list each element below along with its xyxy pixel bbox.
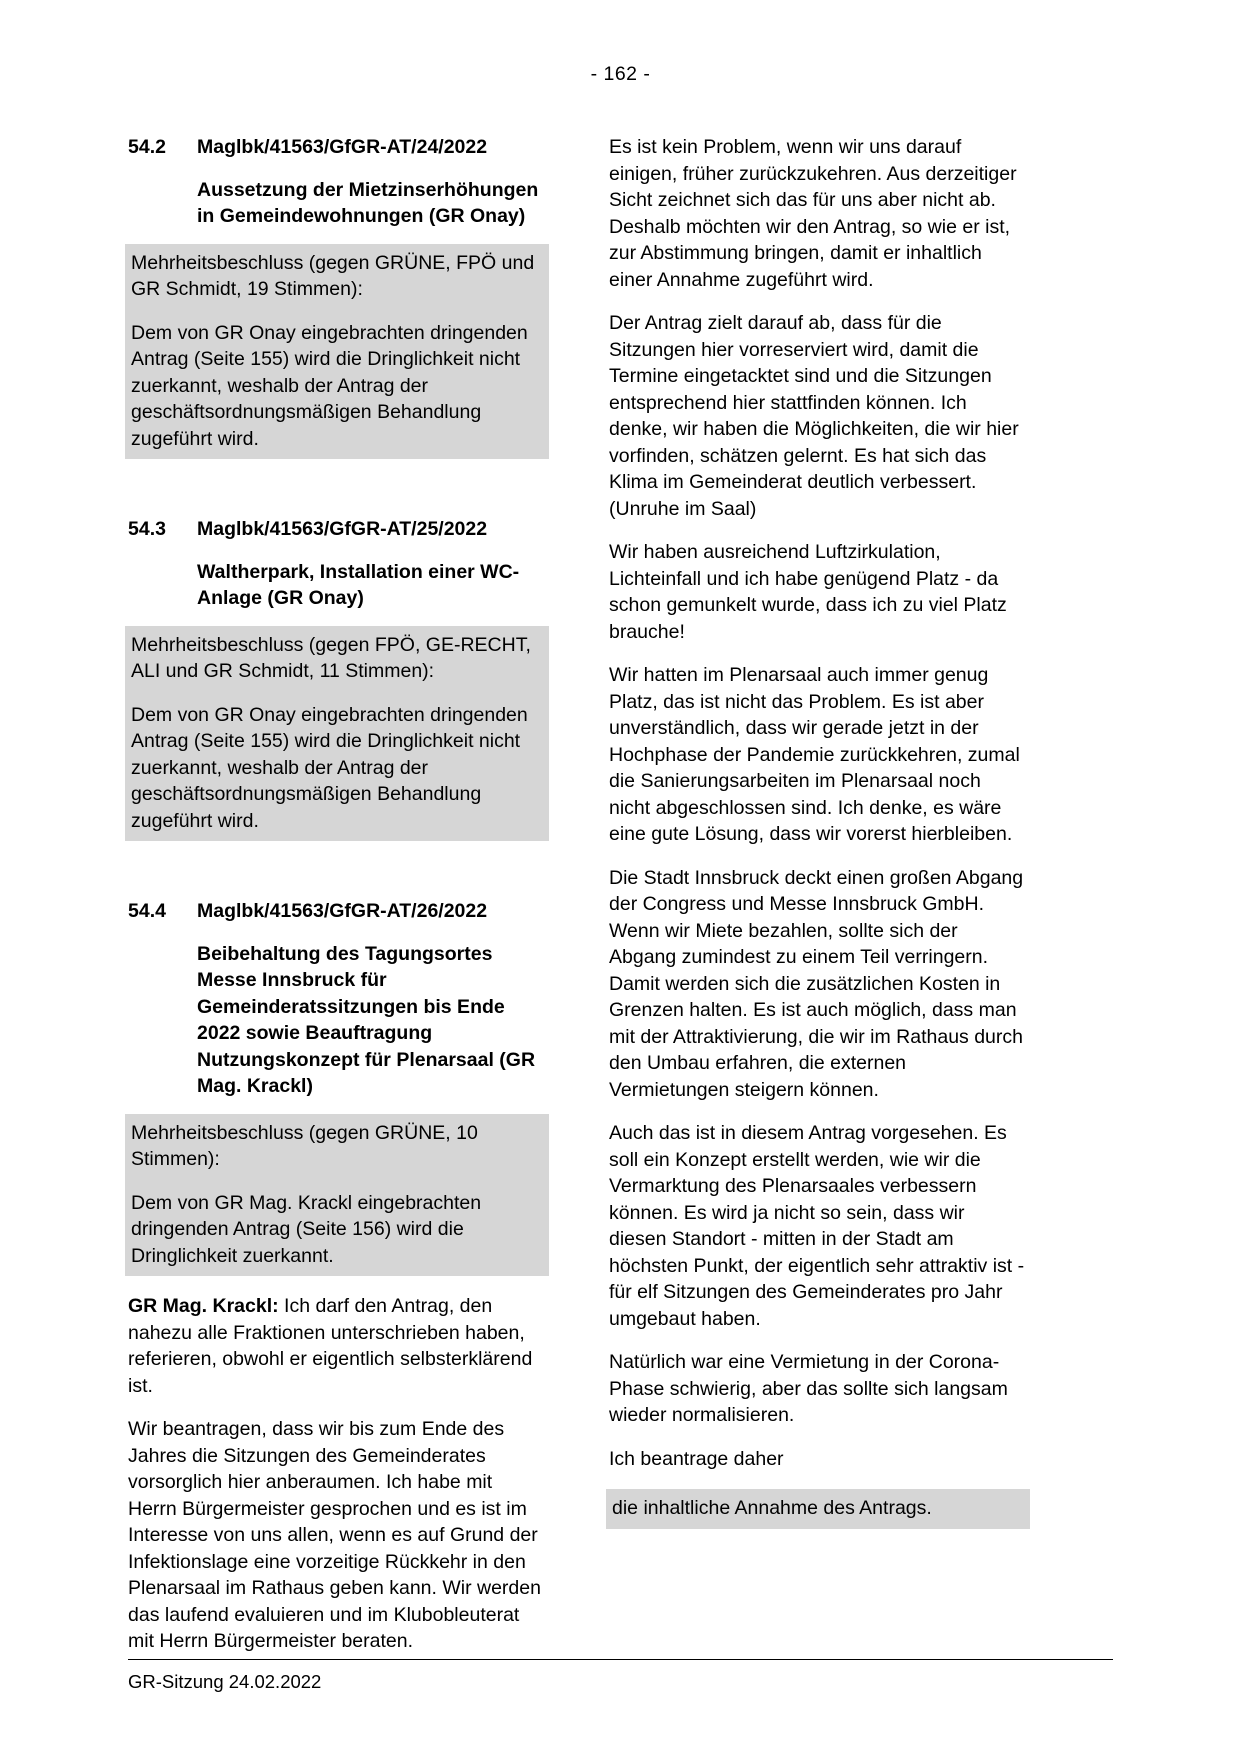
- speech-text: Wir beantragen, dass wir bis zum Ende des Jahres die Sitzungen des Gemeinderates vorsorglich hier anberaumen. Ich habe mit Herrn Bürgermeister gesprochen und es ist im Interesse von uns allen, wenn es auf Grund der Infektionslage eine vorzeitige Rückkehr in den Plenarsaal im Rathaus geben kann. Wir werden das laufend evaluieren und im Klubobleuterat mit Herrn Bürgermeister beraten.: [128, 1418, 541, 1652]
- speech-paragraph-2: [128, 1416, 546, 1655]
- body-paragraph: Es ist kein Problem, wenn wir uns darauf einigen, früher zurückzukehren. Aus derzeitiger Sicht zeichnet sich das für uns aber nicht ab. Deshalb möchten wir den Antrag, so wie er ist, zur Abstimmung bringen, damit er inhaltlich einer Annahme zugeführt wird.: [609, 136, 1017, 291]
- body-paragraph: Auch das ist in diesem Antrag vorgesehen. Es soll ein Konzept erstellt werden, wie wir die Vermarktung des Plenarsaales verbessern können. Es wird ja nicht so sein, dass wir diesen Standort - mitten in der Stadt am höchsten Punkt, der eigentlich sehr attraktiv ist - für elf Sitzungen des Gemeinderates pro Jahr umgebaut haben.: [609, 1122, 1025, 1330]
- body-paragraph: Wir haben ausreichend Luftzirkulation, Lichteinfall und ich habe genügend Platz - da schon gemunkelt wurde, dass ich zu viel Platz brauche!: [609, 541, 1007, 643]
- speaker-name: GR Mag. Krackl:: [128, 1295, 279, 1317]
- section-spacer: [128, 858, 546, 898]
- agenda-item-number: 54.3: [128, 518, 166, 540]
- agenda-item-54-3: [128, 516, 546, 841]
- speech-paragraph-1: [128, 1293, 546, 1399]
- decision-block: [125, 626, 549, 842]
- agenda-item-54-2: [128, 134, 546, 459]
- footer-divider: [128, 1659, 1113, 1660]
- agenda-item-number: 54.4: [128, 900, 166, 922]
- agenda-item-code: Maglbk/41563/GfGR-AT/24/2022: [197, 136, 488, 158]
- decision-majority: Mehrheitsbeschluss (gegen FPÖ, GE-RECHT, ALI und GR Schmidt, 11 Stimmen):: [131, 633, 531, 682]
- right-column: [609, 134, 1027, 1672]
- agenda-item-code: Maglbk/41563/GfGR-AT/25/2022: [197, 518, 488, 540]
- agenda-item-heading: [128, 898, 546, 925]
- decision-block: [125, 244, 549, 460]
- left-column: [128, 134, 546, 1672]
- decision-text: Dem von GR Onay eingebrachten dringenden Antrag (Seite 155) wird die Dringlichkeit nicht zuerkannt, weshalb der Antrag der geschäftsordnungsmäßigen Behandlung zugeführt wird.: [131, 321, 528, 450]
- agenda-item-heading: [128, 134, 546, 161]
- agenda-item-title: Waltherpark, Installation einer WC-Anlage (GR Onay): [197, 560, 520, 609]
- agenda-item-title: Aussetzung der Mietzinserhöhungen in Gemeindewohnungen (GR Onay): [197, 178, 539, 227]
- decision-block: [125, 1114, 549, 1277]
- decision-text: Dem von GR Onay eingebrachten dringenden Antrag (Seite 155) wird die Dringlichkeit nicht zuerkannt, weshalb der Antrag der geschäftsordnungsmäßigen Behandlung zugeführt wird.: [131, 703, 528, 832]
- decision-text: Dem von GR Mag. Krackl eingebrachten dringenden Antrag (Seite 156) wird die Dringlichkeit zuerkannt.: [131, 1191, 482, 1267]
- two-column-body: [0, 86, 1241, 1672]
- agenda-item-title: Beibehaltung des Tagungsortes Messe Innsbruck für Gemeinderatssitzungen bis Ende 2022 sowie Beauftragung Nutzungskonzept für Plenarsaal (GR Mag. Krackl): [197, 942, 536, 1097]
- decision-majority: Mehrheitsbeschluss (gegen GRÜNE, FPÖ und GR Schmidt, 19 Stimmen):: [131, 251, 535, 300]
- page-footer: [128, 1659, 1113, 1694]
- motion-text: die inhaltliche Annahme des Antrags.: [612, 1497, 932, 1519]
- speech-text: Ich darf den Antrag, den nahezu alle Fraktionen unterschrieben haben, referieren, obwohl er eigentlich selbsterklärend ist.: [128, 1295, 533, 1397]
- page-number: - 162 -: [590, 63, 651, 85]
- motion-block: [606, 1489, 1030, 1529]
- body-paragraph: Der Antrag zielt darauf ab, dass für die Sitzungen hier vorreserviert wird, damit die Termine eingetacktet sind und die Sitzungen entsprechend hier stattfinden können. Ich denke, wir haben die Möglichkeiten, die wir hier vorfinden, schätzen gelernt. Es hat sich das Klima im Gemeinderat deutlich verbessert. (Unruhe im Saal): [609, 312, 1019, 520]
- agenda-item-code: Maglbk/41563/GfGR-AT/26/2022: [197, 900, 488, 922]
- body-paragraph: Natürlich war eine Vermietung in der Corona-Phase schwierig, aber das sollte sich langsam wieder normalisieren.: [609, 1351, 1008, 1426]
- agenda-item-54-4: [128, 898, 546, 1276]
- decision-majority: Mehrheitsbeschluss (gegen GRÜNE, 10 Stimmen):: [131, 1121, 478, 1170]
- body-paragraph: Ich beantrage daher: [609, 1447, 784, 1470]
- body-paragraph: Wir hatten im Plenarsaal auch immer genug Platz, das ist nicht das Problem. Es ist aber unverständlich, dass wir gerade jetzt in der Hochphase der Pandemie zurückkehren, zumal die Sanierungsarbeiten im Plenarsaal noch nicht abgeschlossen sind. Ich denke, es wäre eine gute Lösung, dass wir vorerst hierbleiben.: [609, 664, 1020, 845]
- agenda-item-number: 54.2: [128, 136, 166, 158]
- section-spacer: [128, 476, 546, 516]
- body-paragraph: Die Stadt Innsbruck deckt einen großen Abgang der Congress und Messe Innsbruck GmbH. Wenn wir Miete bezahlen, sollte sich der Abgang zumindest zu einem Teil verringern. Damit werden sich die zusätzlichen Kosten in Grenzen halten. Es ist auch möglich, dass man mit der Attraktivierung, die wir im Rathaus durch den Umbau erfahren, die externen Vermietungen steigern können.: [609, 866, 1024, 1101]
- agenda-item-heading: [128, 516, 546, 543]
- footer-text: GR-Sitzung 24.02.2022: [128, 1671, 322, 1692]
